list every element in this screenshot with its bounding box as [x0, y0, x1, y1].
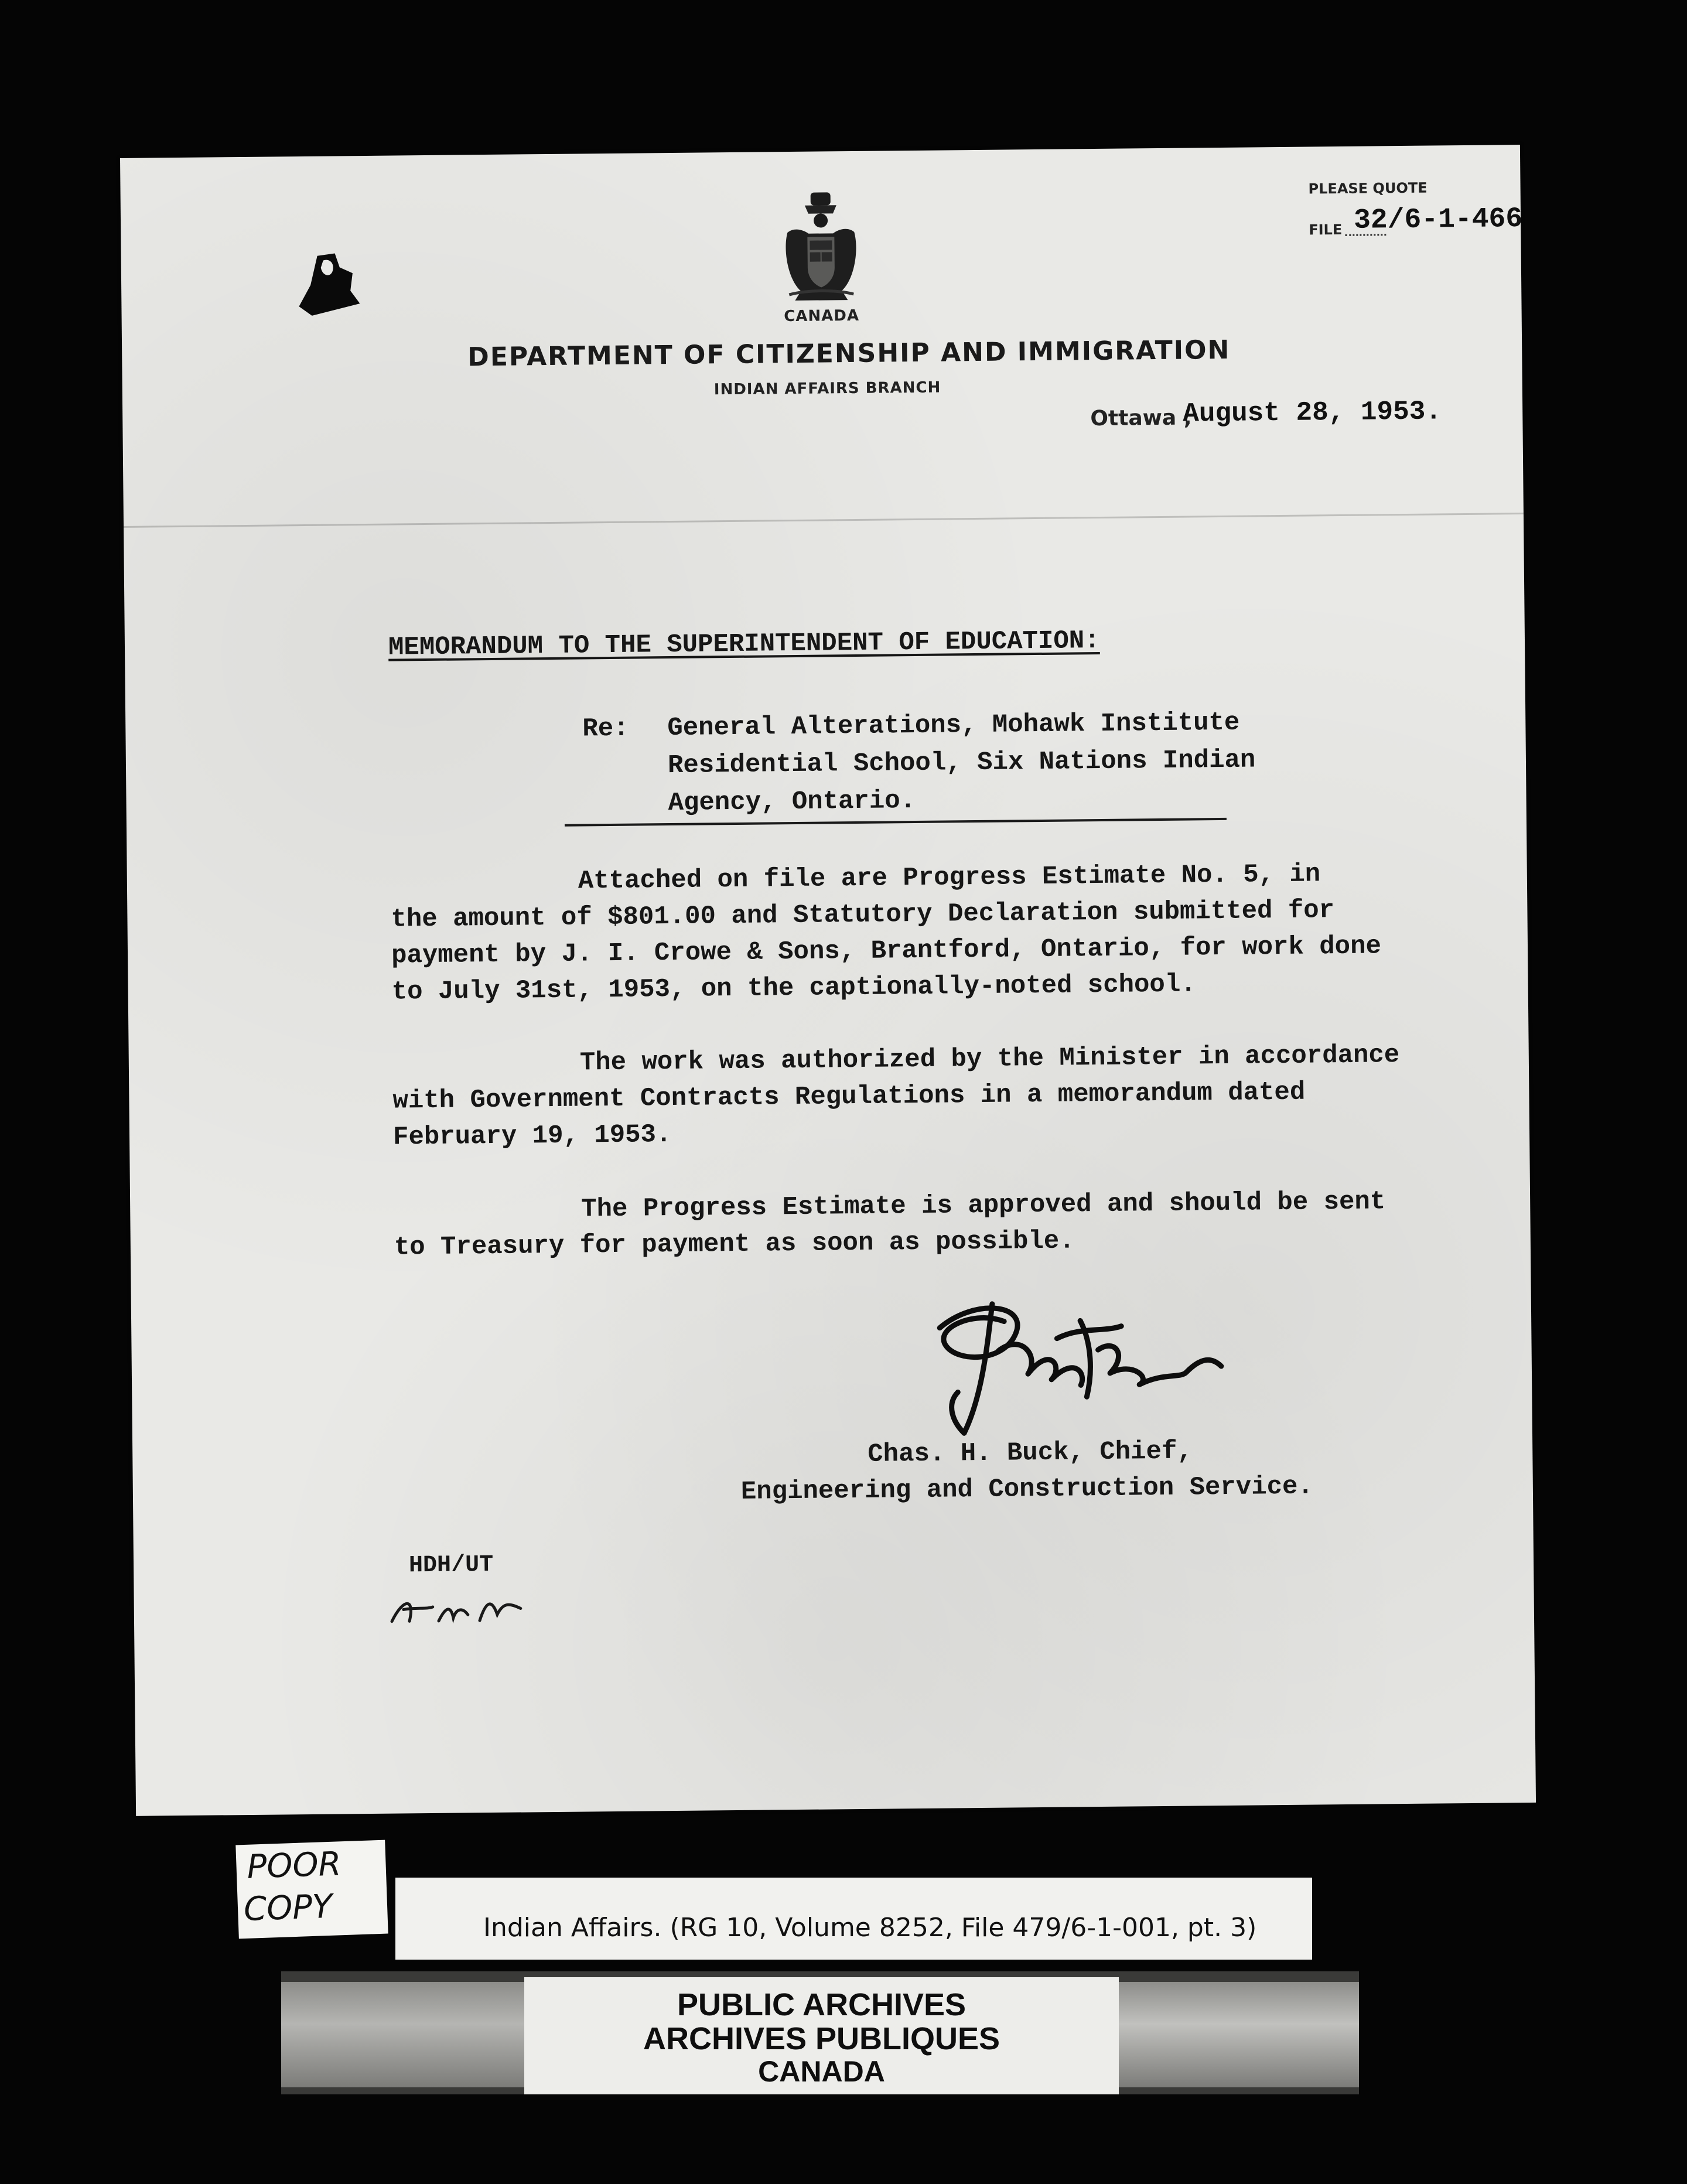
body-line: February 19, 1953. [392, 1120, 672, 1152]
fold-line [124, 513, 1524, 528]
memo-sheet [120, 145, 1536, 1816]
body-line: Attached on file are Progress Estimate No. 5, in [578, 859, 1321, 896]
coat-of-arms-icon [777, 191, 866, 303]
subject-line: Residential School, Six Nations Indian [667, 745, 1256, 781]
subject-underline [565, 818, 1227, 827]
archive-stamp-line: CANADA [758, 2055, 885, 2088]
body-line: to Treasury for payment as soon as possible. [394, 1226, 1075, 1262]
archive-stamp-band [281, 1971, 1359, 2094]
crest-label: CANADA [784, 306, 860, 326]
place-label: Ottawa , [1090, 405, 1192, 431]
signature-icon [904, 1284, 1234, 1445]
poor-copy-line: COPY [243, 1887, 333, 1929]
file-number: 32/6-1-466 [1353, 203, 1523, 237]
reference-initials: HDH/UT [408, 1551, 494, 1579]
branch-name: INDIAN AFFAIRS BRANCH [713, 378, 941, 399]
body-line: to July 31st, 1953, on the captionally-noted school. [391, 970, 1196, 1007]
signatory-title: Engineering and Construction Service. [740, 1472, 1314, 1507]
punch-hole-icon [294, 250, 365, 320]
please-quote-label: PLEASE QUOTE [1308, 179, 1428, 197]
body-line: The work was authorized by the Minister in accordance [579, 1040, 1400, 1078]
archive-reference-strip [395, 1878, 1312, 1960]
body-line: payment by J. I. Crowe & Sons, Brantford, Ontario, for work done [391, 931, 1382, 971]
body-line: with Government Contracts Regulations in a memorandum dated [392, 1077, 1306, 1116]
body-line: the amount of $801.00 and Statutory Declaration submitted for [391, 896, 1335, 934]
archive-stamp [524, 1977, 1119, 2094]
poor-copy-note [235, 1840, 388, 1939]
archive-stamp-line: PUBLIC ARCHIVES [677, 1987, 967, 2022]
department-name: DEPARTMENT OF CITIZENSHIP AND IMMIGRATION [467, 335, 1231, 373]
handwritten-initials-icon [380, 1585, 532, 1633]
poor-copy-line: POOR [246, 1845, 342, 1886]
subject-line: Agency, Ontario. [668, 786, 916, 818]
memo-title: MEMORANDUM TO THE SUPERINTENDENT OF EDUCATION: [388, 626, 1100, 663]
body-line: The Progress Estimate is approved and should be sent [581, 1187, 1386, 1224]
signatory-name: Chas. H. Buck, Chief, [868, 1436, 1193, 1469]
archive-reference: Indian Affairs. (RG 10, Volume 8252, File 479/6-1-001, pt. 3) [483, 1913, 1257, 1943]
film-strip-left [281, 1982, 524, 2087]
memo-date: August 28, 1953. [1183, 396, 1442, 429]
file-label: FILE [1309, 221, 1343, 238]
subject-line: General Alterations, Mohawk Institute [667, 708, 1240, 743]
re-label: Re: [582, 714, 629, 744]
film-strip-right [1119, 1982, 1359, 2087]
archive-stamp-line: ARCHIVES PUBLIQUES [643, 2021, 1000, 2056]
